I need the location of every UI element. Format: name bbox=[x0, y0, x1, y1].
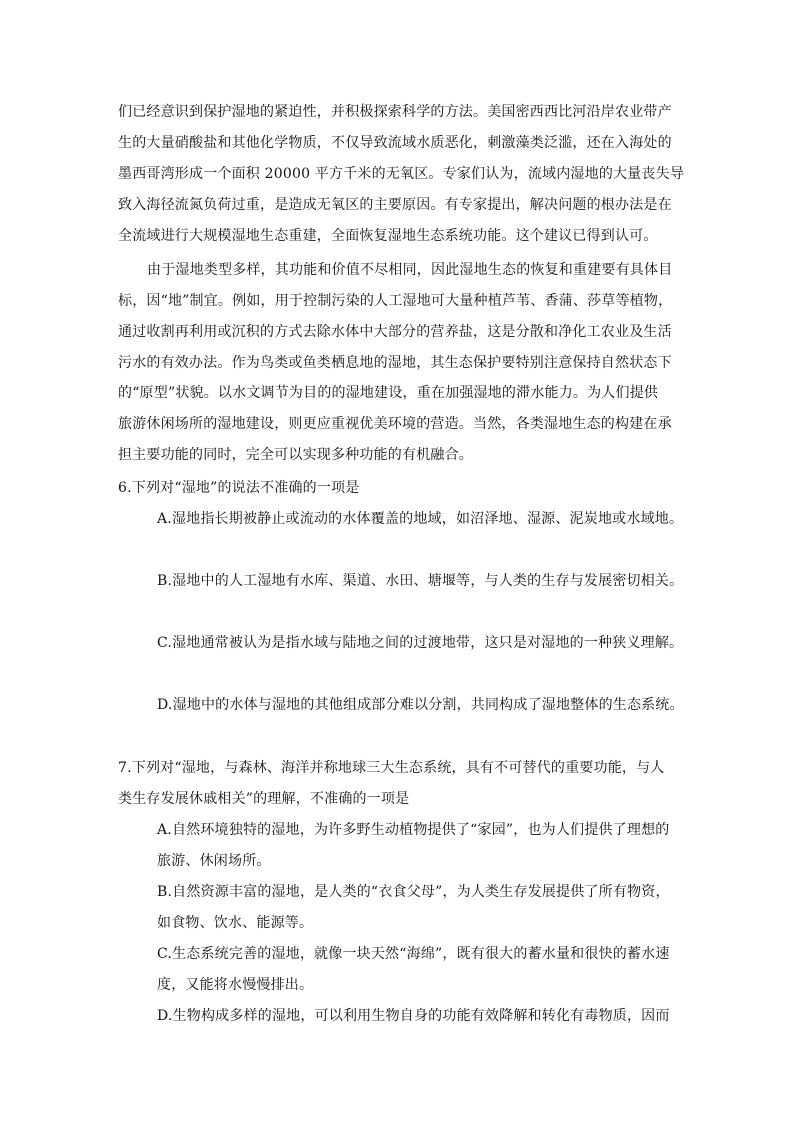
passage-line: 致入海径流氮负荷过重，是造成无氧区的主要原因。有专家提出，解决问题的根办法是在 bbox=[118, 197, 672, 213]
passage-line: 标，因“地”制宜。例如，用于控制污染的人工湿地可大量种植芦苇、香蒲、莎草等植物， bbox=[118, 293, 673, 309]
passage-line: 们已经意识到保护湿地的紧迫性，并积极探索科学的方法。美国密西西比河沿岸农业带产 bbox=[118, 104, 672, 120]
question-7-option-b: B.自然资源丰富的湿地，是人类的“衣食父母”，为人类生存发展提供了所有物资， bbox=[157, 884, 670, 900]
question-7-option-a: A.自然环境独特的湿地，为许多野生动植物提供了“家园”，也为人们提供了理想的 bbox=[157, 822, 670, 838]
question-7-option-b-cont: 如食物、饮水、能源等。 bbox=[157, 915, 314, 931]
question-6-stem: 6.下列对“湿地”的说法不准确的一项是 bbox=[118, 480, 360, 496]
passage-line: 旅游休闲场所的湿地建设，则更应重视优美环境的营造。当然，各类湿地生态的构建在承 bbox=[118, 416, 672, 432]
passage-line: 生的大量硝酸盐和其他化学物质，不仅导致流域水质恶化，刺激藻类泛滥，还在入海处的 bbox=[118, 135, 672, 151]
question-6-option-a: A.湿地指长期被静止或流动的水体覆盖的地域，如沼泽地、湿源、泥炭地或水域地。 bbox=[157, 511, 684, 527]
question-7-option-d: D.生物构成多样的湿地，可以利用生物自身的功能有效降解和转化有毒物质，因而 bbox=[157, 1008, 670, 1024]
question-6-option-b: B.湿地中的人工湿地有水库、渠道、水田、塘堰等，与人类的生存与发展密切相关。 bbox=[157, 573, 684, 589]
passage-line: 污水的有效办法。作为鸟类或鱼类栖息地的湿地，其生态保护要特别注意保持自然状态下 bbox=[118, 355, 672, 371]
passage-line: 由于湿地类型多样，其功能和价值不尽相同，因此湿地生态的恢复和重建要有具体目 bbox=[147, 262, 673, 278]
passage-line: 的“原型”状貌。以水文调节为目的的湿地建设，重在加强湿地的滞水能力。为人们提供 bbox=[118, 385, 659, 401]
question-7-option-c-cont: 度，又能将水慢慢排出。 bbox=[157, 977, 314, 993]
passage-line: 通过收割再利用或沉积的方式去除水体中大部分的营养盐，这是分散和净化工农业及生活 bbox=[118, 324, 672, 340]
question-7-option-a-cont: 旅游、休闲场所。 bbox=[157, 853, 271, 869]
passage-line: 全流域进行大规模湿地生态重建，全面恢复湿地生态系统功能。这个建议已得到认可。 bbox=[118, 228, 658, 244]
question-6-option-d: D.湿地中的水体与湿地的其他组成部分难以分割，共同构成了湿地整体的生态系统。 bbox=[157, 697, 684, 713]
question-7-stem: 7.下列对“湿地，与森林、海洋并称地球三大生态系统，具有不可替代的重要功能，与人 bbox=[118, 760, 665, 776]
question-7-stem: 类生存发展休戚相关”的理解，不准确的一项是 bbox=[118, 791, 410, 807]
question-7-option-c: C.生态系统完善的湿地，就像一块天然“海绵”，既有很大的蓄水量和很快的蓄水速 bbox=[157, 946, 670, 962]
passage-line: 担主要功能的同时，完全可以实现多种功能的有机融合。 bbox=[118, 447, 473, 463]
passage-line: 墨西哥湾形成一个面积 20000 平方千米的无氧区。专家们认为，流域内湿地的大量丧失导 bbox=[118, 166, 685, 182]
question-6-option-c: C.湿地通常被认为是指水域与陆地之间的过渡地带，这只是对湿地的一种狭义理解。 bbox=[157, 635, 684, 651]
